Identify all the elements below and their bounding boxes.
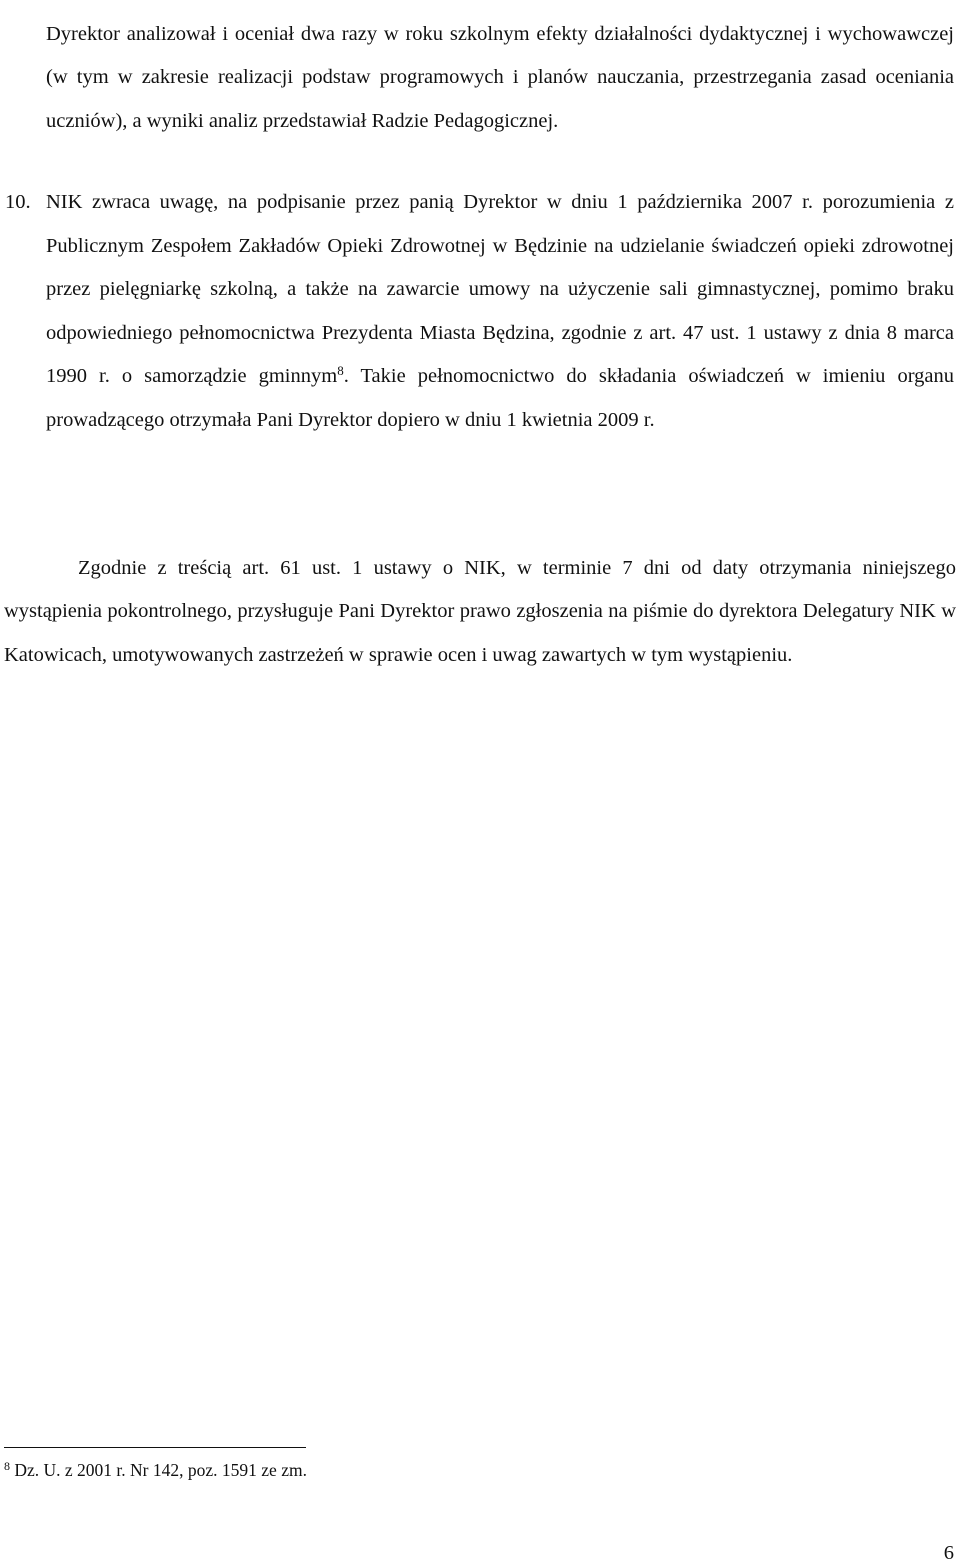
footnote-separator: [4, 1447, 306, 1448]
footnote-text: Dz. U. z 2001 r. Nr 142, poz. 1591 ze zm.: [10, 1460, 307, 1480]
footnote-marker: 8: [4, 1459, 10, 1473]
footnote-reference[interactable]: 8: [337, 363, 344, 379]
list-item-number: 10.: [5, 191, 31, 213]
footnote: [4, 1459, 307, 1481]
page-number: 6: [943, 1542, 954, 1564]
closing-paragraph: Zgodnie z treścią art. 61 ust. 1 ustawy o NIK, w terminie 7 dni od daty otrzymania niniejszego wystąpienia pokontrolnego, przysługuje Pani Dyrektor prawo zgłoszenia na piśmie do dyrektora Delegatury NIK w Katowicach, umotywowanych zastrzeżeń w sprawie ocen i uwag zawartych w tym wystąpieniu.: [4, 556, 956, 666]
list-item-text-continued: . Takie pełnomocnictwo do składania oświadczeń w imieniu organu prowadzącego otrzymała Pani Dyrektor dopiero w dniu 1 kwietnia 2009 r.: [46, 365, 954, 431]
paragraph-continuation: Dyrektor analizował i oceniał dwa razy w roku szkolnym efekty działalności dydaktycznej i wychowawczej (w tym w zakresie realizacji podstaw programowych i planów nauczania, przestrzegania zasad oceniania uczniów), a wyniki analiz przedstawiał Radzie Pedagogicznej.: [46, 22, 954, 132]
list-item-text: NIK zwraca uwagę, na podpisanie przez panią Dyrektor w dniu 1 października 2007 r. porozumienia z Publicznym Zespołem Zakładów Opieki Zdrowotnej w Będzinie na udzielanie świadczeń opieki zdrowotnej przez pielęgniarkę szkolną, a także na zawarcie umowy na użyczenie sali gimnastycznej, pomimo braku odpowiedniego pełnomocnictwa Prezydenta Miasta Będzina, zgodnie z art. 47 ust. 1 ustawy z dnia 8 marca 1990 r. o samorządzie gminnym: [46, 191, 954, 388]
list-item-10: [5, 181, 954, 443]
